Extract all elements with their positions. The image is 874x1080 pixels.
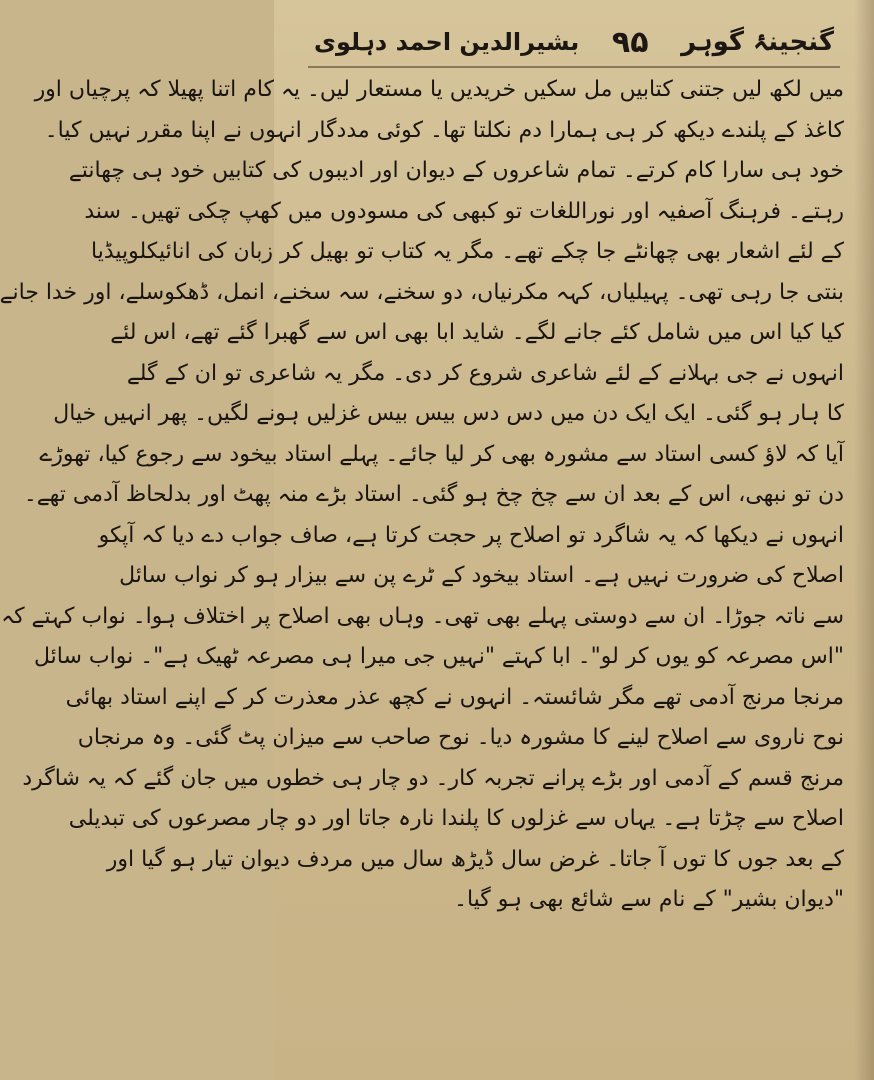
text-line: مرنج قسم کے آدمی اور بڑے پرانے تجربہ کار۔ دو چار ہی خطوں میں جان گئے کہ یہ شاگرد bbox=[22, 765, 844, 791]
text-line: کے لئے اشعار بھی چھانٹے جا چکے تھے۔ مگر یہ کتاب تو بھیل کر زبان کی انائیکلوپیڈیا bbox=[91, 239, 844, 264]
text-line: "دیوان بشیر" کے نام سے شائع بھی ہو گیا۔ bbox=[454, 887, 844, 912]
book-title: گنجینۂ گوہر bbox=[681, 27, 834, 57]
text-line: "اس مصرعہ کو یوں کر لو"۔ ابا کہتے "نہیں جی میرا ہی مصرعہ ٹھیک ہے"۔ نواب سائل bbox=[34, 644, 844, 669]
text-line: بنتی جا رہی تھی۔ پہیلیاں، کہہ مکرنیاں، دو سخنے، سہ سخنے، انمل، ڈھکوسلے، اور خدا جانے bbox=[0, 279, 844, 305]
text-line: انہوں نے دیکھا کہ یہ شاگرد تو اصلاح پر حجت کرتا ہے، صاف جواب دے دیا کہ آپکو bbox=[98, 522, 844, 548]
body-text bbox=[0, 70, 844, 1060]
author-name: بشیرالدین احمد دہلوی bbox=[314, 28, 580, 56]
text-line: انہوں نے جی بہلانے کے لئے شاعری شروع کر دی۔ مگر یہ شاعری تو ان کے گلے bbox=[126, 360, 844, 386]
text-line: اصلاح سے چڑتا ہے۔ یہاں سے غزلوں کا پلندا نارہ جاتا اور دو چار مصرعوں کی تبدیلی bbox=[68, 806, 844, 831]
text-line: کا ہار ہو گئی۔ ایک ایک دن میں دس دس بیس بیس غزلیں ہونے لگیں۔ پھر انہیں خیال bbox=[53, 401, 844, 426]
page-number: ۹۵ bbox=[611, 24, 649, 60]
header-rule bbox=[308, 66, 840, 68]
text-line: آیا کہ لاؤ کسی استاد سے مشورہ بھی کر لیا جائے۔ پہلے استاد بیخود سے رجوع کیا، تھوڑے bbox=[39, 441, 844, 467]
text-line: کیا کیا اس میں شامل کئے جانے لگے۔ شاید ابا بھی اس سے گھبرا گئے تھے، اس لئے bbox=[110, 320, 844, 345]
text-line: اصلاح کی ضرورت نہیں ہے۔ استاد بیخود کے ٹرے پن سے بیزار ہو کر نواب سائل bbox=[119, 563, 844, 588]
text-line: نوح ناروی سے اصلاح لینے کا مشورہ دیا۔ نوح صاحب سے میزان پٹ گئی۔ وہ مرنجاں bbox=[77, 725, 844, 750]
text-line: مرنجا مرنج آدمی تھے مگر شائستہ۔ انہوں نے کچھ عذر معذرت کر کے اپنے استاد بھائی bbox=[65, 684, 844, 710]
text-line: خود ہی سارا کام کرتے۔ تمام شاعروں کے دیوان اور ادیبوں کی کتابیں خود ہی چھانتے bbox=[68, 158, 844, 183]
text-line: کاغذ کے پلندے دیکھ کر ہی ہمارا دم نکلتا تھا۔ کوئی مددگار انہوں نے اپنا مقرر نہیں کیا۔ bbox=[44, 117, 844, 143]
text-line: دن تو نبھی، اس کے بعد ان سے چخ چخ ہو گئی۔ استاد بڑے منہ پھٹ اور بدلحاظ آدمی تھے۔ bbox=[23, 482, 844, 507]
running-header bbox=[314, 22, 834, 62]
text-line: کے بعد جوں کا توں آ جاتا۔ غرض سال ڈیڑھ سال میں مردف دیوان تیار ہو گیا اور bbox=[106, 846, 844, 872]
text-line: میں لکھ لیں جتنی کتابیں مل سکیں خریدیں یا مستعار لیں۔ یہ کام اتنا پھیلا کہ پرچیاں اور bbox=[34, 77, 844, 102]
binding-shadow bbox=[854, 0, 874, 1080]
text-line: سے ناتہ جوڑا۔ ان سے دوستی پہلے بھی تھی۔ وہاں بھی اصلاح پر اختلاف ہوا۔ نواب کہتے کہ bbox=[1, 603, 844, 629]
text-line: رہتے۔ فرہنگ آصفیہ اور نوراللغات تو کبھی کی مسودوں میں کھپ چکی تھیں۔ سند bbox=[84, 198, 844, 224]
